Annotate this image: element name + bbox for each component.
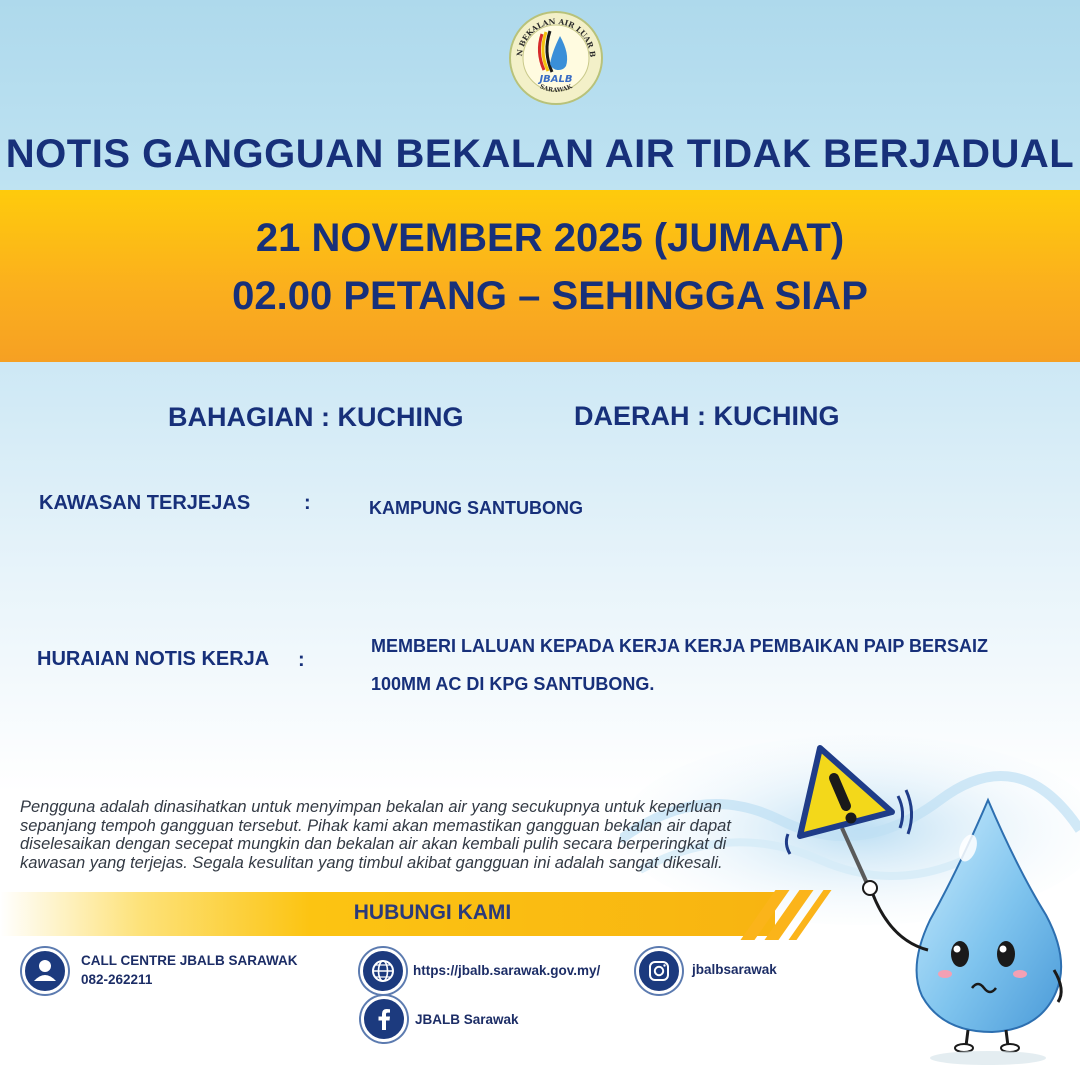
kawasan-value: KAMPUNG SANTUBONG: [369, 498, 583, 518]
page-title: NOTIS GANGGUAN BEKALAN AIR TIDAK BERJADUAL: [5, 132, 1075, 176]
notice-line: Pengguna adalah dinasihatkan untuk menyimpan bekalan air yang secukupnya untuk keperluan: [20, 798, 722, 816]
notice-line: sepanjang tempoh gangguan tersebut. Pihak kami akan memastikan gangguan bekalan air dapat: [20, 816, 731, 835]
website-link[interactable]: https://jbalb.sarawak.gov.my/: [413, 963, 601, 978]
jbalb-logo-icon: [508, 10, 604, 106]
kawasan-label: KAWASAN TERJEJAS: [39, 492, 251, 514]
phone-number[interactable]: 082-262211: [81, 972, 153, 987]
time-line: 02.00 PETANG – SEHINGGA SIAP: [232, 274, 868, 318]
date-band: [0, 190, 1080, 362]
warning-sign-icon: [786, 748, 911, 854]
huraian-value-line2: 100MM AC DI KPG SANTUBONG.: [371, 674, 655, 694]
logo-mark-text: JBALB: [539, 74, 573, 85]
logo-ring-bottom-text: SARAWAK: [538, 83, 574, 95]
call-centre-label: CALL CENTRE JBALB SARAWAK: [81, 953, 298, 968]
logo-ring-top-text: N BEKALAN AIR LUAR B: [514, 16, 598, 58]
user-icon: [22, 948, 68, 994]
daerah-label: DAERAH : KUCHING: [574, 401, 840, 431]
huraian-label: HURAIAN NOTIS KERJA: [37, 648, 270, 670]
globe-icon: [360, 948, 406, 994]
notice-line: kawasan yang terjejas. Segala kesulitan yang timbul akibat gangguan ini adalah sangat dikesali.: [20, 853, 723, 872]
contact-heading-bar: [0, 892, 775, 936]
contact-heading: HUBUNGI KAMI: [353, 901, 512, 924]
facebook-icon: [361, 996, 407, 1042]
instagram-icon: [636, 948, 682, 994]
instagram-handle[interactable]: jbalbsarawak: [692, 962, 777, 977]
kawasan-colon: :: [304, 492, 311, 514]
facebook-page[interactable]: JBALB Sarawak: [415, 1012, 519, 1027]
advisory-notice: [20, 798, 790, 872]
water-drop-mascot-icon: [760, 740, 1080, 1080]
bahagian-label: BAHAGIAN : KUCHING: [168, 402, 464, 432]
huraian-colon: :: [298, 649, 305, 671]
notice-line: diselesaikan dengan secepat mungkin dan bekalan air akan kembali pulih secara berperingkat di: [20, 835, 727, 853]
huraian-value-line1: MEMBERI LALUAN KEPADA KERJA KERJA PEMBAIKAN PAIP BERSAIZ: [371, 636, 989, 656]
date-line: 21 NOVEMBER 2025 (JUMAAT): [255, 216, 845, 260]
